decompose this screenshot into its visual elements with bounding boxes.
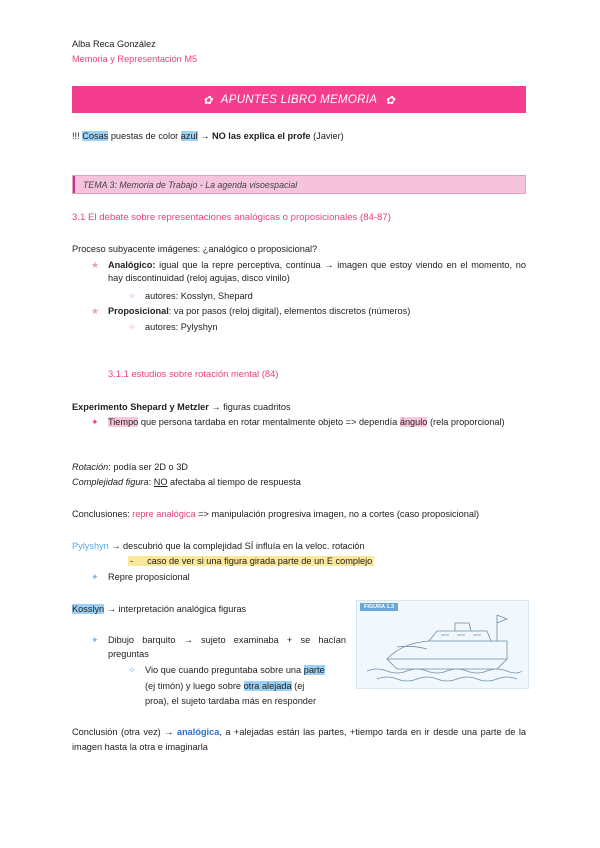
legend-word-azul: azul (180, 131, 198, 141)
flower-right-icon: ✿ (385, 94, 396, 107)
parte-word: parte (303, 665, 325, 675)
pylyshyn-case-line (128, 555, 374, 568)
tema-heading-box (72, 175, 526, 194)
notes-banner (72, 86, 526, 113)
sparkle-bullet-icon: ✧ (128, 291, 136, 301)
pylyshyn-line (72, 540, 365, 553)
vio-text-b: (ej timón) y luego sobre (145, 681, 244, 691)
analogico-authors: autores: Kosslyn, Shepard (145, 291, 253, 301)
tema-title: TEMA 3: Memoria de Trabajo - La agenda visoespacial (83, 179, 298, 190)
boat-drawing-icon (357, 601, 528, 688)
course-name: Memoria y Representación M5 (72, 54, 198, 64)
complejidad-label: Complejidad figura (72, 477, 149, 487)
rotacion-label: Rotación (72, 462, 109, 472)
tiempo-item (108, 416, 526, 429)
barquito-item-line2: preguntas (108, 649, 149, 659)
kosslyn-name: Kosslyn (72, 604, 105, 614)
tiempo-text: que persona tardaba en rotar mentalmente objeto => dependía (138, 417, 400, 427)
experiment-arrow: → (208, 402, 224, 412)
color-legend (72, 130, 344, 143)
complejidad-no: NO (153, 477, 168, 487)
tiempo-word: Tiempo (108, 417, 139, 427)
legend-mid: puestas de color (108, 131, 181, 141)
rotacion-text: : podía ser 2D o 3D (108, 462, 188, 472)
pylyshyn-case-highlight (128, 556, 374, 566)
proposicional-item (108, 305, 410, 318)
analogico-label: Analógico: (108, 260, 156, 270)
section-3-1-1-heading: 3.1.1 estudios sobre rotación mental (84) (108, 368, 279, 379)
conclusiones-line (72, 508, 479, 521)
banner-title: APUNTES LIBRO MEMORIA (220, 93, 378, 106)
complejidad-colon: : (148, 477, 154, 487)
conclusiones-label: Conclusiones: (72, 509, 133, 519)
complejidad-line (72, 476, 301, 489)
vio-line3: proa), el sujeto tardaba más en responder (145, 696, 317, 706)
flower-left-icon: ✿ (202, 94, 213, 107)
proposicional-authors: autores: Pylyshyn (145, 322, 218, 332)
tema-accent-bar (73, 176, 75, 193)
analogica-word: analógica (176, 727, 220, 737)
proposicional-label: Proposicional (108, 306, 169, 316)
pylyshyn-text: → descubrió que la complejidad SÍ influía en la veloc. rotación (108, 541, 365, 551)
conclusiones-text: => manipulación progresiva imagen, no a cortes (caso proposicional) (195, 509, 480, 519)
red-diamond-bullet-icon: ✦ (91, 417, 99, 427)
proposicional-text: : va por pasos (reloj digital), elementos discretos (números) (168, 306, 411, 316)
legend-arrow: → (197, 131, 212, 141)
section-3-1-intro: Proceso subyacente imágenes: ¿analógico o proposicional? (72, 244, 318, 254)
vio-line2 (145, 680, 304, 693)
vio-line1 (145, 664, 325, 677)
legend-word-cosas: Cosas (82, 131, 109, 141)
rotacion-line (72, 461, 188, 474)
pylyshyn-case-text: caso de ver si una figura girada parte de un E complejo (147, 556, 373, 566)
blue-diamond-bullet-icon: ✦ (91, 572, 99, 582)
angulo-word: ángulo (399, 417, 428, 427)
star-bullet-icon: ★ (91, 260, 100, 270)
vio-text-c: (ej (291, 681, 305, 691)
blue-sparkle-bullet-icon: ✧ (128, 665, 136, 675)
otra-alejada-word: otra alejada (243, 681, 292, 691)
kosslyn-line (72, 603, 246, 616)
analogico-item (108, 259, 526, 285)
experiment-line (72, 401, 291, 414)
boat-figure (356, 600, 529, 689)
star-bullet-icon: ★ (91, 306, 100, 316)
analogico-text: igual que la repre perceptiva, continua → imagen que estoy viendo en el momento, no hay discontinuidad (reloj agujas, disco vinilo) (108, 260, 526, 283)
kosslyn-text: → interpretación analógica figuras (104, 604, 247, 614)
barquito-item-line1: Dibujo barquito → sujeto examinaba + se hacían (108, 635, 346, 645)
section-3-1-heading: 3.1 El debate sobre representaciones analógicas o proposicionales (84-87) (72, 212, 391, 223)
complejidad-text: afectaba al tiempo de respuesta (167, 477, 301, 487)
blue-diamond-bullet-icon: ✦ (91, 635, 99, 645)
final-conclusion-text-a: Conclusión (otra vez) → (72, 727, 177, 737)
figure-label: FIGURA 1.3 (360, 603, 398, 611)
experiment-label: Experimento Shepard y Metzler (72, 402, 209, 412)
repre-analogica-word: repre analógica (132, 509, 196, 519)
final-conclusion-text-b: , a +alejadas están las partes, +tiempo tarda en ir desde una parte de la imagen hasta la otra e imaginarla (72, 727, 526, 752)
tiempo-text-end: (rela proporcional) (427, 417, 505, 427)
case-dash: - (130, 556, 134, 566)
legend-prefix: !!! (72, 131, 83, 141)
legend-suffix: (Javier) (310, 131, 344, 141)
pylyshyn-name: Pylyshyn (72, 541, 109, 551)
vio-text-a: Vio que cuando preguntaba sobre una (145, 665, 304, 675)
repre-proposicional-item: Repre proposicional (108, 572, 190, 582)
experiment-text: figuras cuadritos (223, 402, 291, 412)
author-name: Alba Reca González (72, 39, 156, 49)
sparkle-bullet-icon: ✧ (128, 322, 136, 332)
final-conclusion (72, 725, 526, 755)
legend-note: NO las explica el profe (211, 131, 311, 141)
